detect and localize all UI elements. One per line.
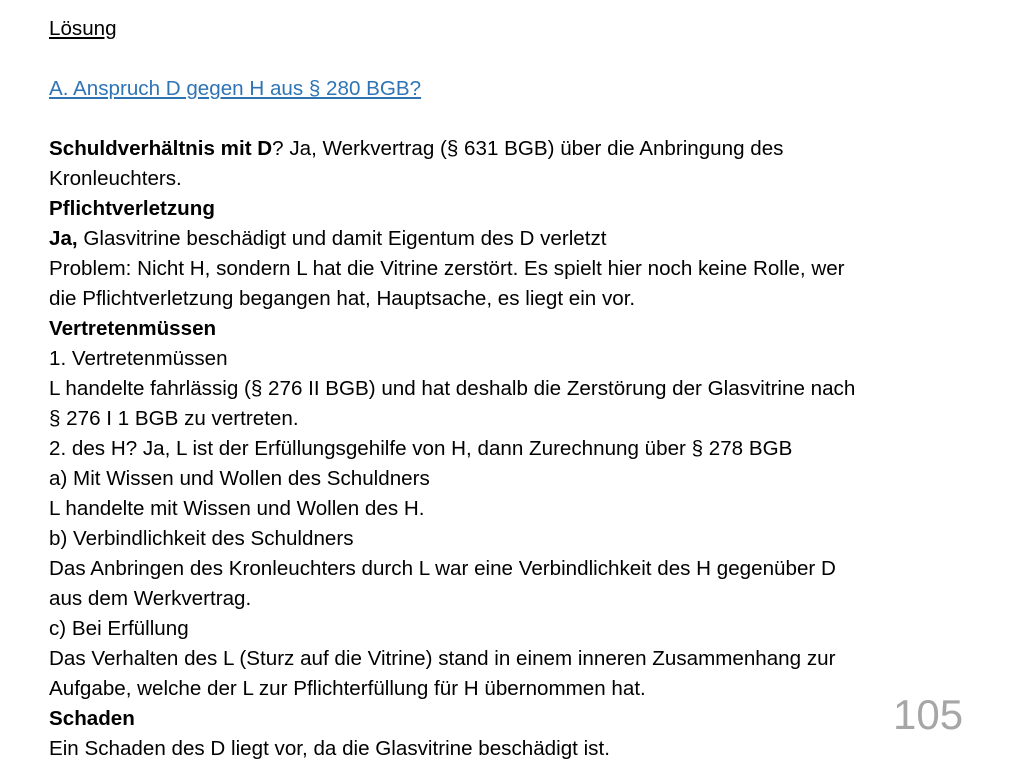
schuldverhaeltnis-line-2: Kronleuchters. [49, 167, 182, 190]
schaden-text: Ein Schaden des D liegt vor, da die Glasvitrine beschädigt ist. [49, 737, 610, 760]
section-link[interactable]: A. Anspruch D gegen H aus § 280 BGB? [49, 77, 422, 100]
page-number: 105 [893, 691, 964, 738]
vertretenmuessen-item-1: 1. Vertretenmüssen [49, 347, 228, 370]
schuldverhaeltnis-label: Schuldverhältnis mit D [49, 137, 273, 160]
vertretenmuessen-item-2: 2. des H? Ja, L ist der Erfüllungsgehilfe von H, dann Zurechnung über § 278 BGB [49, 437, 793, 460]
problem-line-2: die Pflichtverletzung begangen hat, Hauptsache, es liegt ein vor. [49, 287, 636, 310]
problem-line-1: Problem: Nicht H, sondern L hat die Vitrine zerstört. Es spielt hier noch keine Rolle, wer [49, 257, 845, 280]
pflichtverletzung-heading-row [49, 194, 969, 224]
subheading-c: c) Bei Erfüllung [49, 617, 189, 640]
subheading-b: b) Verbindlichkeit des Schuldners [49, 527, 354, 550]
spacer [49, 44, 969, 74]
subtext-b-line-1: Das Anbringen des Kronleuchters durch L war eine Verbindlichkeit des H gegenüber D [49, 557, 836, 580]
vertretenmuessen-heading-row [49, 314, 969, 344]
subtext-b-line-2: aus dem Werkvertrag. [49, 587, 252, 610]
pflichtverletzung-heading: Pflichtverletzung [49, 197, 215, 220]
schuldverhaeltnis-line-1 [49, 134, 969, 164]
schaden-heading-row [49, 704, 969, 734]
ja-text: Glasvitrine beschädigt und damit Eigentum des D verletzt [77, 227, 607, 250]
item-1-text-line-2: § 276 I 1 BGB zu vertreten. [49, 407, 299, 430]
ja-label: Ja, [49, 227, 78, 250]
solution-heading: Lösung [49, 17, 117, 40]
subtext-c-line-1: Das Verhalten des L (Sturz auf die Vitrine) stand in einem inneren Zusammenhang zur [49, 647, 836, 670]
schuldverhaeltnis-text: ? Ja, Werkvertrag (§ 631 BGB) über die Anbringung des [272, 137, 784, 160]
vertretenmuessen-heading: Vertretenmüssen [49, 317, 217, 340]
pflichtverletzung-ja-line [49, 224, 969, 254]
subtext-a: L handelte mit Wissen und Wollen des H. [49, 497, 425, 520]
item-1-text-line-1: L handelte fahrlässig (§ 276 II BGB) und hat deshalb die Zerstörung der Glasvitrine nach [49, 377, 856, 400]
subheading-a: a) Mit Wissen und Wollen des Schuldners [49, 467, 430, 490]
subtext-c-line-2: Aufgabe, welche der L zur Pflichterfüllung für H übernommen hat. [49, 677, 646, 700]
spacer [49, 104, 969, 134]
schaden-heading: Schaden [49, 707, 135, 730]
section-link-row [49, 74, 969, 104]
slide-content [49, 14, 969, 764]
